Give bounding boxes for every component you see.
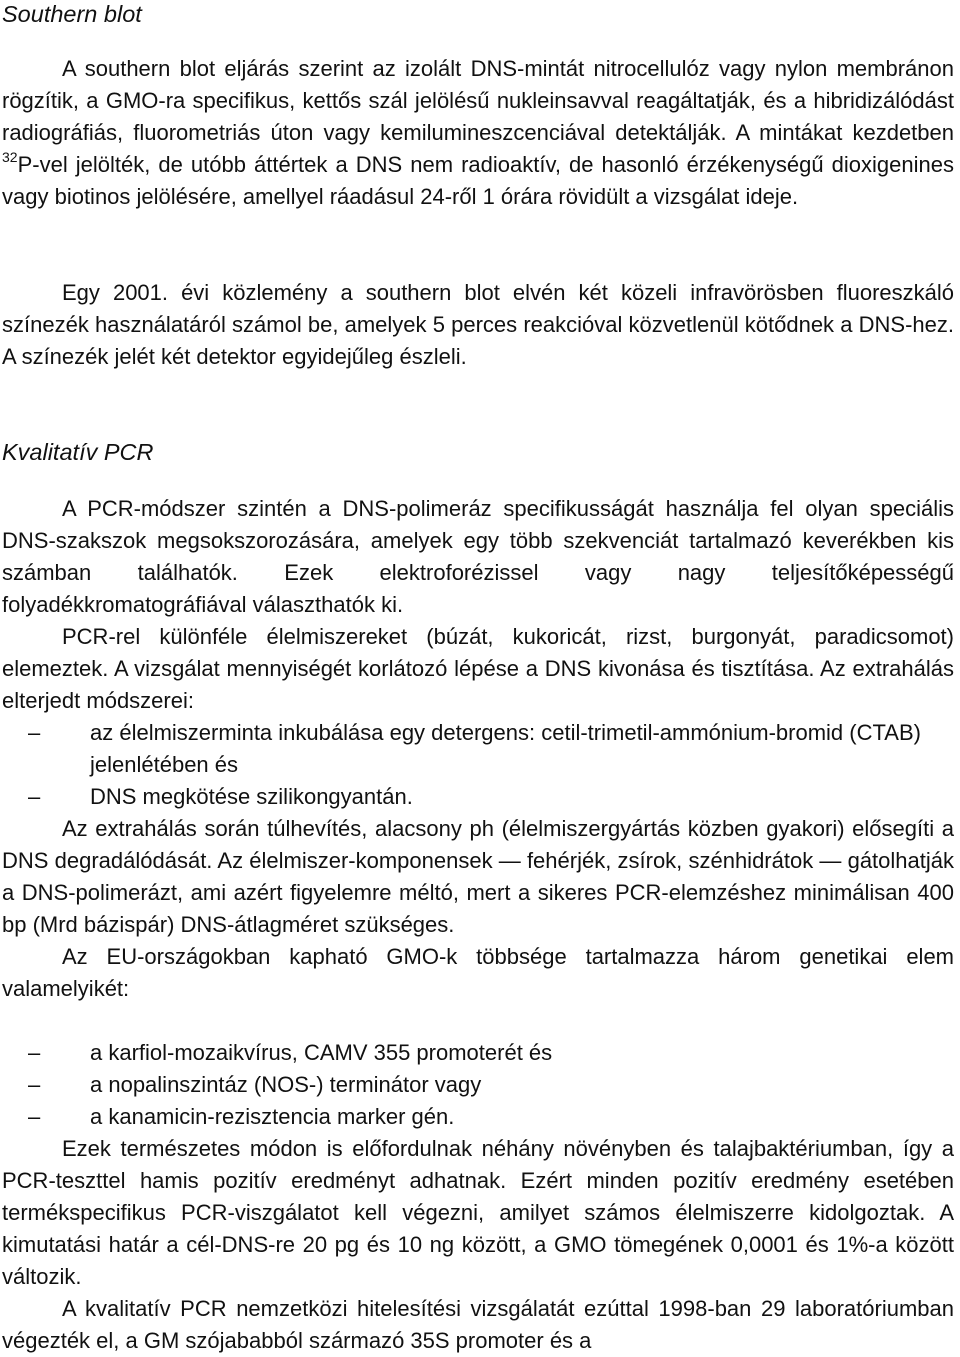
list-item: [2, 717, 954, 781]
list-item: [2, 1101, 954, 1133]
list-item-text: a nopalinszintáz (NOS-) terminátor vagy: [90, 1072, 482, 1097]
dash-bullet: –: [28, 1104, 41, 1129]
paragraph-pcr-1: A PCR-módszer szintén a DNS-polimeráz specifikusságát használja fel olyan speciális DNS-szakszok megsokszorozására, amelyek egy több szekvenciát tartalmazó keverékben kis számban találhatók. Ezek elektroforézissel vagy nagy teljesítőképességű folyadékkromatográfiával választhatók ki.: [2, 496, 954, 617]
paragraph-southern-1-text-b: P-vel jelölték, de utóbb áttértek a DNS nem radioaktív, de hasonló érzékenységű dioxigenines vagy biotinos jelölésére, amellyel ráadásul 24-ről 1 órára rövidült a vizsgálat ideje.: [2, 152, 954, 209]
list-item-text: az élelmiszerminta inkubálása egy detergens: cetil-trimetil-ammónium-bromid (CTAB) jelenlétében és: [90, 720, 921, 777]
paragraph-pcr-4: Az EU-országokban kapható GMO-k többsége tartalmazza három genetikai elem valamelyikét:: [2, 944, 954, 1001]
list-item-text: a karfiol-mozaikvírus, CAMV 355 promoterét és: [90, 1040, 553, 1065]
dash-bullet: –: [28, 784, 41, 809]
list-item-text: a kanamicin-rezisztencia marker gén.: [90, 1104, 455, 1129]
paragraph-pcr-3: Az extrahálás során túlhevítés, alacsony ph (élelmiszergyártás közben gyakori) elősegíti a DNS degradálódását. Az élelmiszer-komponensek — fehérjék, zsírok, szénhidrátok — gátolhatják a DNS-polimerázt, ami azért figyelemre méltó, mert a sikeres PCR-elemzéshez minimálisan 400 bp (Mrd bázispár) DNS-átlagméret szükséges.: [2, 816, 954, 937]
paragraph-pcr-2: PCR-rel különféle élelmiszereket (búzát, kukoricát, rizst, burgonyát, paradicsomot) elemeztek. A vizsgálat mennyiségét korlátozó lépése a DNS kivonása és tisztítása. Az extrahálás elterjedt módszerei:: [2, 624, 954, 713]
list-item: [2, 1037, 954, 1069]
list-item-text: DNS megkötése szilikongyantán.: [90, 784, 413, 809]
dash-bullet: –: [28, 720, 41, 745]
isotope-superscript: 32: [2, 149, 18, 165]
paragraph-southern-2: Egy 2001. évi közlemény a southern blot elvén két közeli infravörösben fluoreszkáló színezék használatáról számol be, amelyek 5 perces reakcióval közvetlenül kötődnek a DNS-hez. A színezék jelét két detektor egyidejűleg észleli.: [2, 280, 954, 369]
section-title-kvalitativ-pcr: Kvalitatív PCR: [2, 439, 154, 465]
list-item: [2, 781, 954, 813]
paragraph-southern-1-text-a: A southern blot eljárás szerint az izolált DNS-mintát nitrocellulóz vagy nylon membránon rögzítik, a GMO-ra specifikus, kettős szál jelölésű nukleinsavval reagáltatják, és a hibridizálódást radiográfiás, fluorometriás úton vagy kemilumineszcenciával detektálják. A mintákat kezdetben: [2, 56, 954, 145]
paragraph-pcr-5: Ezek természetes módon is előfordulnak néhány növényben és talajbaktériumban, így a PCR-teszttel hamis pozitív eredményt adhatnak. Ezért minden pozitív eredmény esetében termékspecifikus PCR-viszgálatot kell végezni, amilyet számos élelmiszerre kidolgoztak. A kimutatási határ a cél-DNS-re 20 pg és 10 ng között, a GMO tömegének 0,0001 és 1%-a között változik.: [2, 1136, 954, 1289]
dash-bullet: –: [28, 1040, 41, 1065]
list-item: [2, 1069, 954, 1101]
paragraph-pcr-6: A kvalitatív PCR nemzetközi hitelesítési vizsgálatát ezúttal 1998-ban 29 laboratóriumban végezték el, a GM szójababból származó 35S promoter és a: [2, 1296, 954, 1353]
paragraph-southern-1: [2, 53, 954, 213]
dash-bullet: –: [28, 1072, 41, 1097]
section-title-southern-blot: Southern blot: [2, 1, 142, 27]
